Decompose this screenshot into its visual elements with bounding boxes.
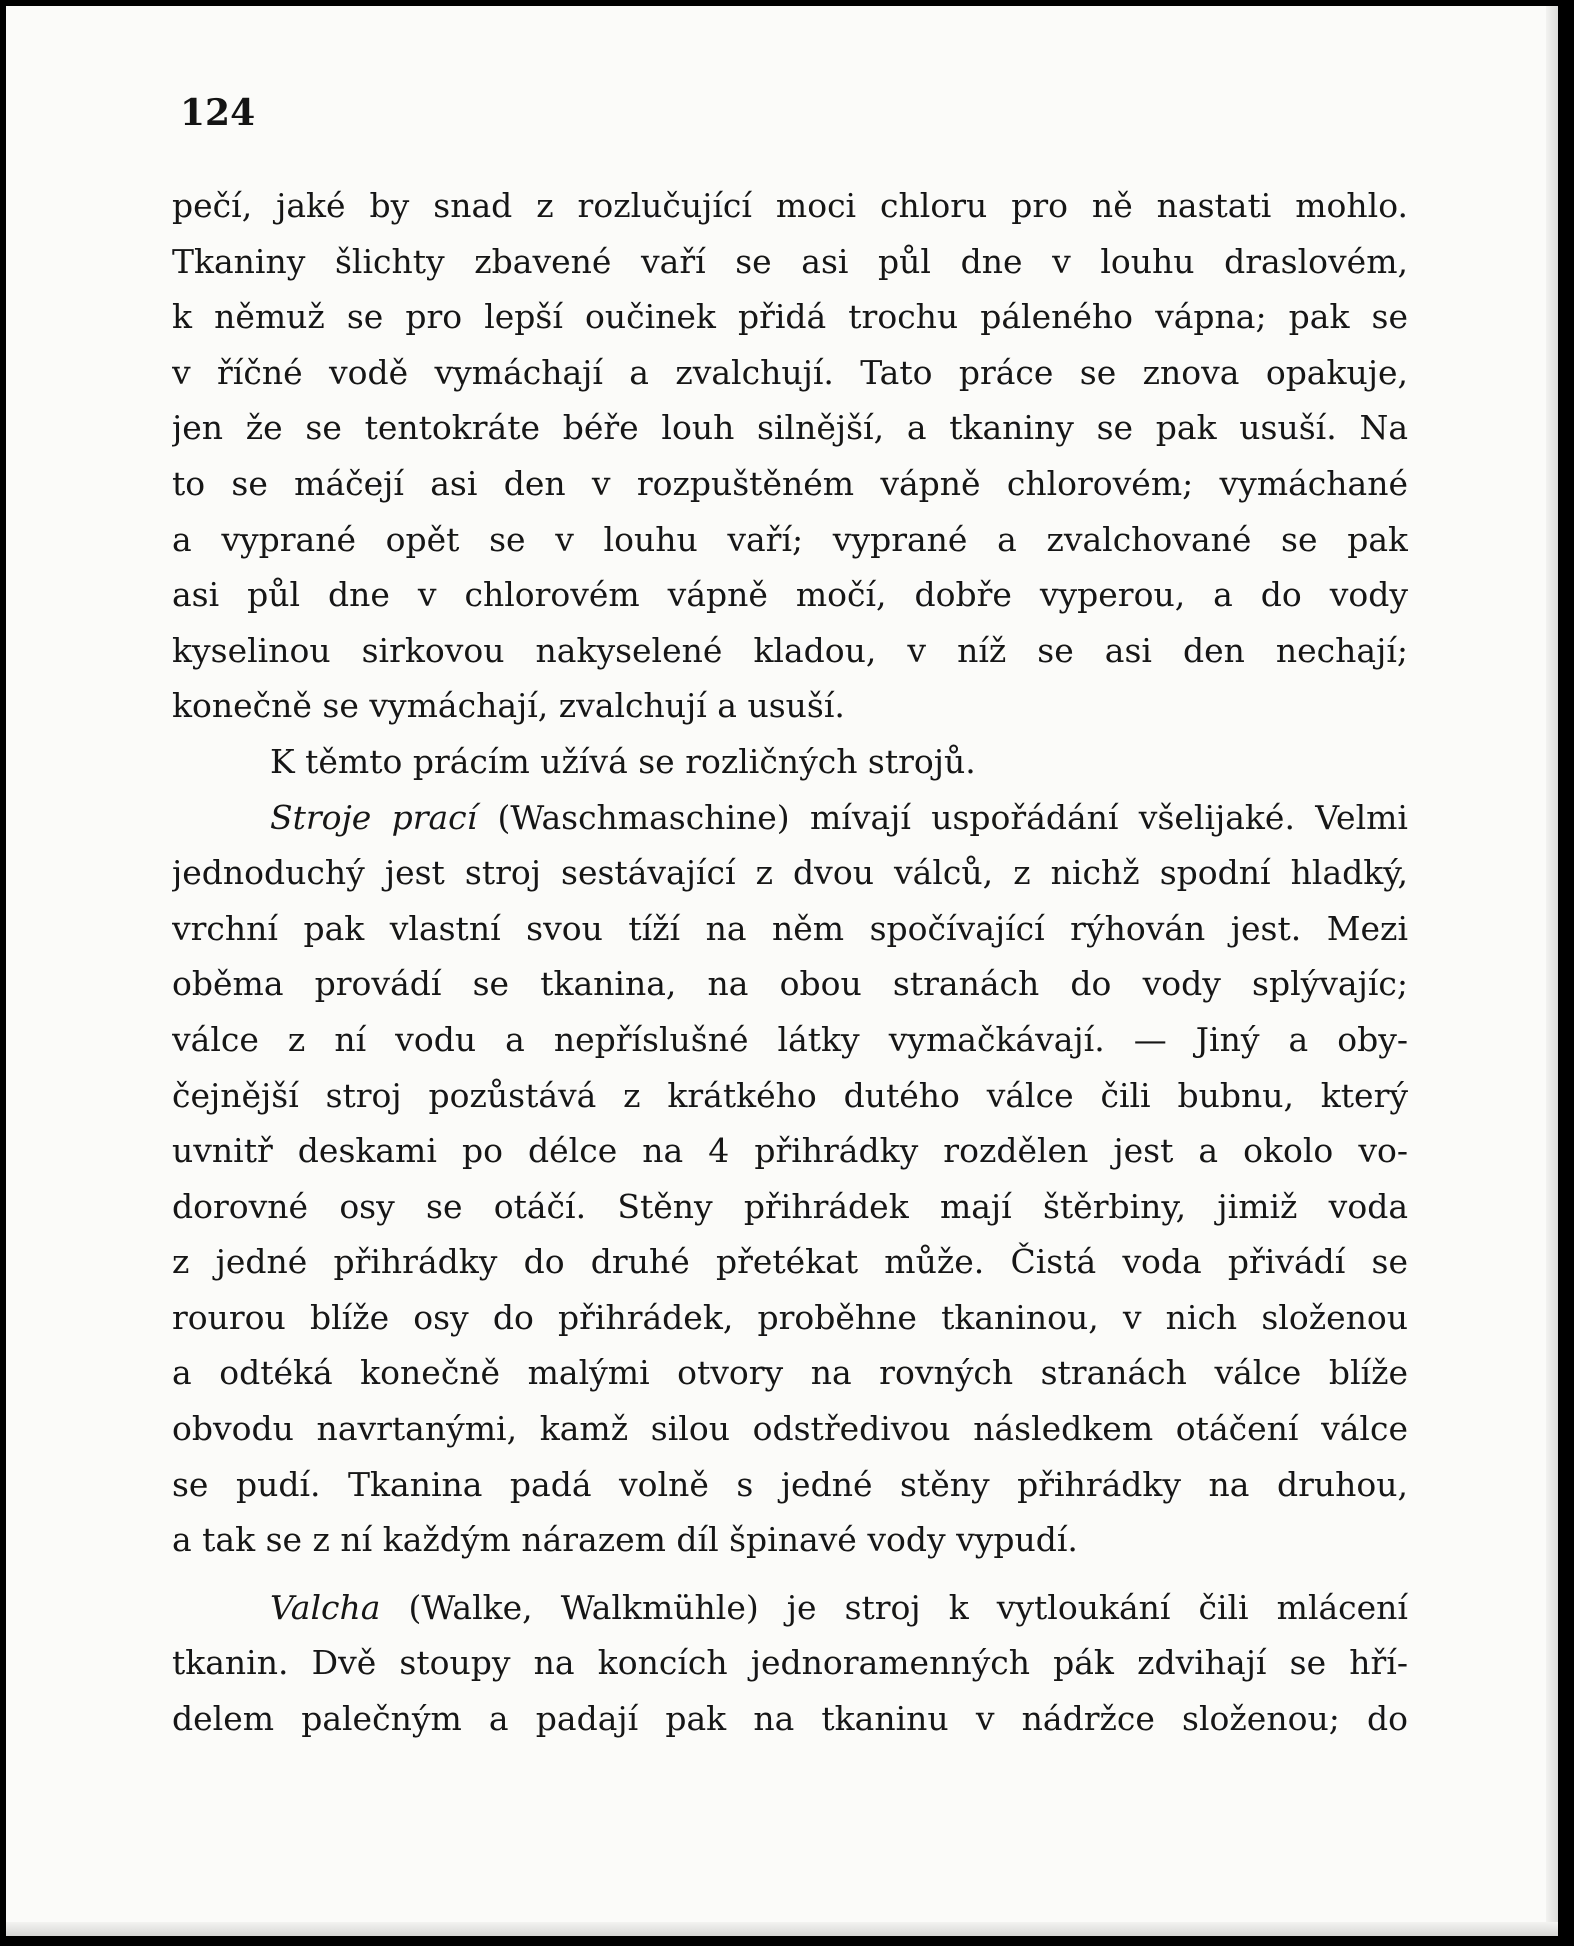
- text-line: k němuž se pro lepší oučinek přidá trochu páleného vápna; pak se: [172, 297, 1408, 337]
- text-line: a odtéká konečně malými otvory na rovných stranách válce blíže: [172, 1353, 1408, 1393]
- text-line: Tkaniny šlichty zbavené vaří se asi půl dne v louhu draslovém,: [172, 241, 1408, 281]
- text-line: oběma provádí se tkanina, na obou stranách do vody splývajíc;: [172, 964, 1408, 1004]
- text-line: K těmto prácím užívá se rozličných strojů.: [270, 741, 976, 781]
- paragraph-fulling-mill: [172, 1580, 1408, 1747]
- text-line: delem palečným a padají pak na tkaninu v nádržce složenou; do: [172, 1699, 1408, 1739]
- text-line: asi půl dne v chlorovém vápně močí, dobře vyperou, a do vody: [172, 575, 1408, 615]
- text-line-content: (Walke, Walkmühle) je stroj k vytloukání čili mlácení: [408, 1587, 1408, 1627]
- term-fulling-mill: Valcha: [270, 1587, 381, 1627]
- text-line: kyselinou sirkovou nakyselené kladou, v níž se asi den nechají;: [172, 630, 1408, 670]
- text-line: pečí, jaké by snad z rozlučující moci chloru pro ně nastati mohlo.: [172, 186, 1408, 225]
- text-line: čejnější stroj pozůstává z krátkého dutého válce čili bubnu, který: [172, 1075, 1408, 1115]
- text-line: válce z ní vodu a nepříslušné látky vymačkávají. — Jiný a oby-: [172, 1019, 1408, 1059]
- page-edge-bottom: [6, 1922, 1558, 1936]
- text-line: konečně se vymáchají, zvalchují a usuší.: [172, 686, 845, 726]
- body-text: [172, 178, 1408, 1747]
- book-page: [6, 6, 1558, 1936]
- text-line: a tak se z ní každým nárazem díl špinavé vody vypudí.: [172, 1520, 1078, 1560]
- text-line: to se máčejí asi den v rozpuštěném vápně chlorovém; vymáchané: [172, 463, 1408, 503]
- text-line: vrchní pak vlastní svou tíží na něm spočívající rýhován jest. Mezi: [172, 908, 1408, 948]
- text-line: [172, 790, 1408, 846]
- text-line: [172, 1580, 1408, 1636]
- paragraph-washing-machines: [172, 790, 1408, 1568]
- text-line: obvodu navrtanými, kamž silou odstředivou následkem otáčení válce: [172, 1409, 1408, 1449]
- text-line: jednoduchý jest stroj sestávající z dvou válců, z nichž spodní hladký,: [172, 853, 1408, 893]
- text-line: v říčné vodě vymáchají a zvalchují. Tato práce se znova opakuje,: [172, 352, 1408, 392]
- page-number: 124: [180, 92, 256, 134]
- text-line: uvnitř deskami po délce na 4 přihrádky rozdělen jest a okolo vo-: [172, 1131, 1408, 1171]
- text-line: rourou blíže osy do přihrádek, proběhne tkaninou, v nich složenou: [172, 1297, 1408, 1337]
- paragraph-gap: [172, 1568, 1408, 1580]
- term-washing-machines: Stroje prací: [270, 797, 478, 837]
- paragraph-bleaching: [172, 178, 1408, 734]
- text-line: a vyprané opět se v louhu vaří; vyprané a zvalchované se pak: [172, 519, 1408, 559]
- text-line: jen že se tentokráte béře louh silnější, a tkaniny se pak usuší. Na: [172, 408, 1408, 448]
- text-line: tkanin. Dvě stoupy na koncích jednoramenných pák zdvihají se hří-: [172, 1643, 1408, 1683]
- paragraph-machines-intro: [172, 734, 1408, 790]
- text-line: z jedné přihrádky do druhé přetékat může. Čistá voda přivádí se: [172, 1242, 1408, 1282]
- text-line: se pudí. Tkanina padá volně s jedné stěny přihrádky na druhou,: [172, 1464, 1408, 1504]
- page-edge-right: [1546, 6, 1558, 1936]
- text-line-content: (Waschmaschine) mívají uspořádání všelijaké. Velmi: [497, 797, 1408, 837]
- text-line: dorovné osy se otáčí. Stěny přihrádek mají štěrbiny, jimiž voda: [172, 1186, 1408, 1226]
